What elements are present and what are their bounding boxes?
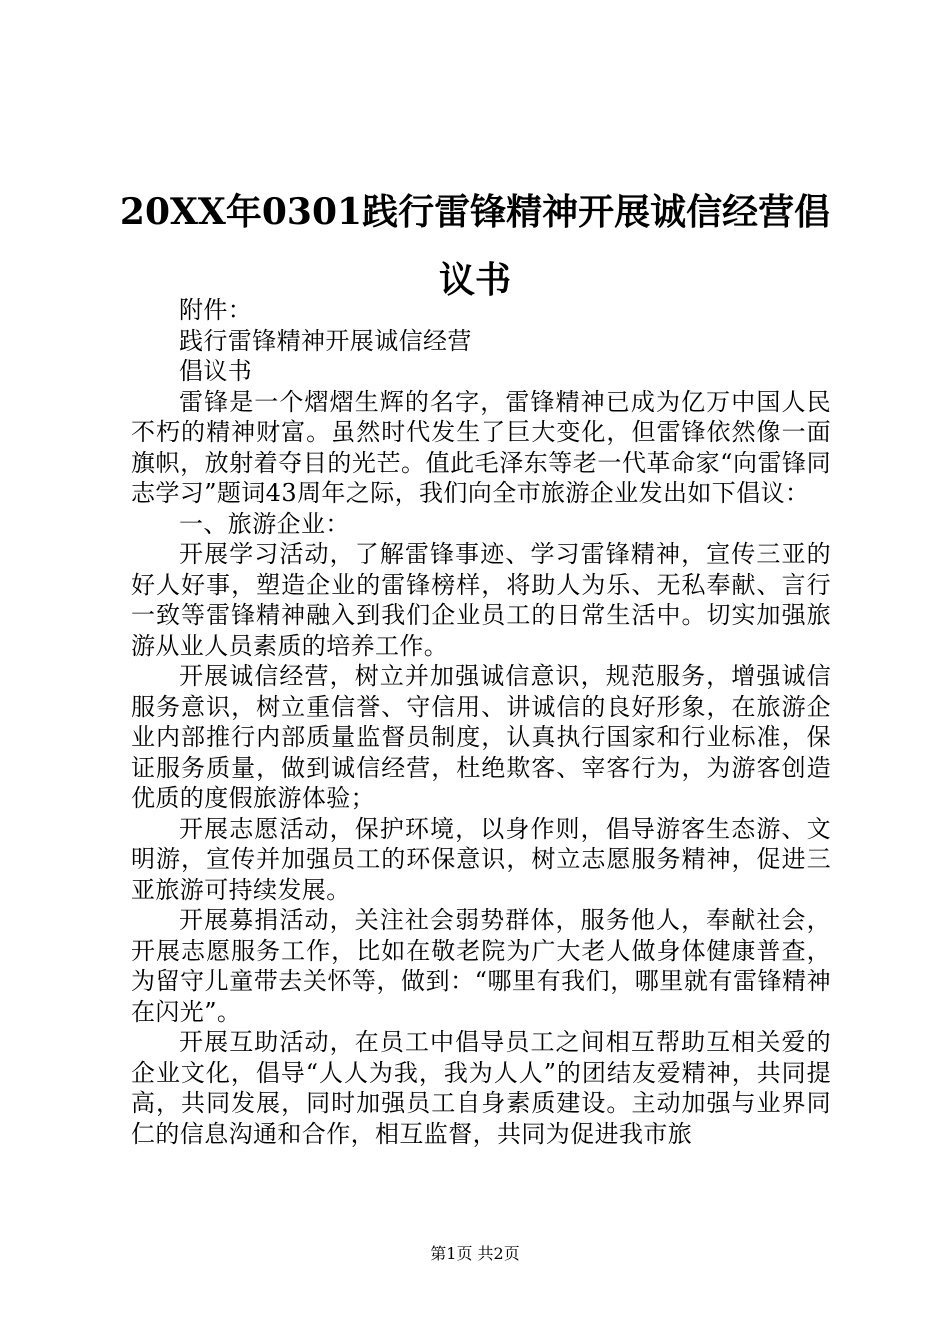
subtitle-line-1: 践行雷锋精神开展诚信经营	[179, 326, 472, 355]
attachment-label: 附件：	[179, 296, 253, 324]
paragraph-mutual-aid: 开展互助活动，在员工中倡导员工之间相互帮助互相关爱的企业文化，倡导“人人为我，我为人人”的团结友爱精神，共同提高，共同发展，同时加强员工自身素质建设。主动加强与业界同仁的信息沟通和合作，相互监督，共同为促进我市旅	[131, 1028, 831, 1148]
section-heading: 一、旅游企业：	[179, 509, 350, 538]
paragraph-donation: 开展募捐活动，关注社会弱势群体，服务他人，奉献社会，开展志愿服务工作，比如在敬老院为广大老人做身体健康普查，为留守儿童带去关怀等，做到：“哪里有我们，哪里就有雷锋精神在闪光”。	[131, 906, 831, 1026]
document-title: 20XX年0301践行雷锋精神开展诚信经营倡议书	[119, 191, 831, 301]
document-body	[131, 295, 831, 1149]
subtitle-line-2: 倡议书	[179, 357, 253, 385]
page-footer: 第1页 共2页	[430, 1244, 520, 1263]
paragraph-learning: 开展学习活动，了解雷锋事迹、学习雷锋精神，宣传三亚的好人好事，塑造企业的雷锋榜样，将助人为乐、无私奉献、言行一致等雷锋精神融入到我们企业员工的日常生活中。切实加强旅游从业人员素质的培养工作。	[131, 540, 831, 660]
paragraph-integrity: 开展诚信经营，树立并加强诚信意识，规范服务，增强诚信服务意识，树立重信誉、守信用、讲诚信的良好形象，在旅游企业内部推行内部质量监督员制度，认真执行国家和行业标准，保证服务质量，做到诚信经营，杜绝欺客、宰客行为，为游客创造优质的度假旅游体验；	[131, 662, 831, 812]
paragraph-intro: 雷锋是一个熠熠生辉的名字，雷锋精神已成为亿万中国人民不朽的精神财富。虽然时代发生了巨大变化，但雷锋依然像一面旗帜，放射着夺目的光芒。值此毛泽东等老一代革命家“向雷锋同志学习”题词43周年之际，我们向全市旅游企业发出如下倡议：	[131, 387, 831, 507]
paragraph-volunteer: 开展志愿活动，保护环境，以身作则，倡导游客生态游、文明游，宣传并加强员工的环保意识，树立志愿服务精神，促进三亚旅游可持续发展。	[131, 814, 831, 904]
